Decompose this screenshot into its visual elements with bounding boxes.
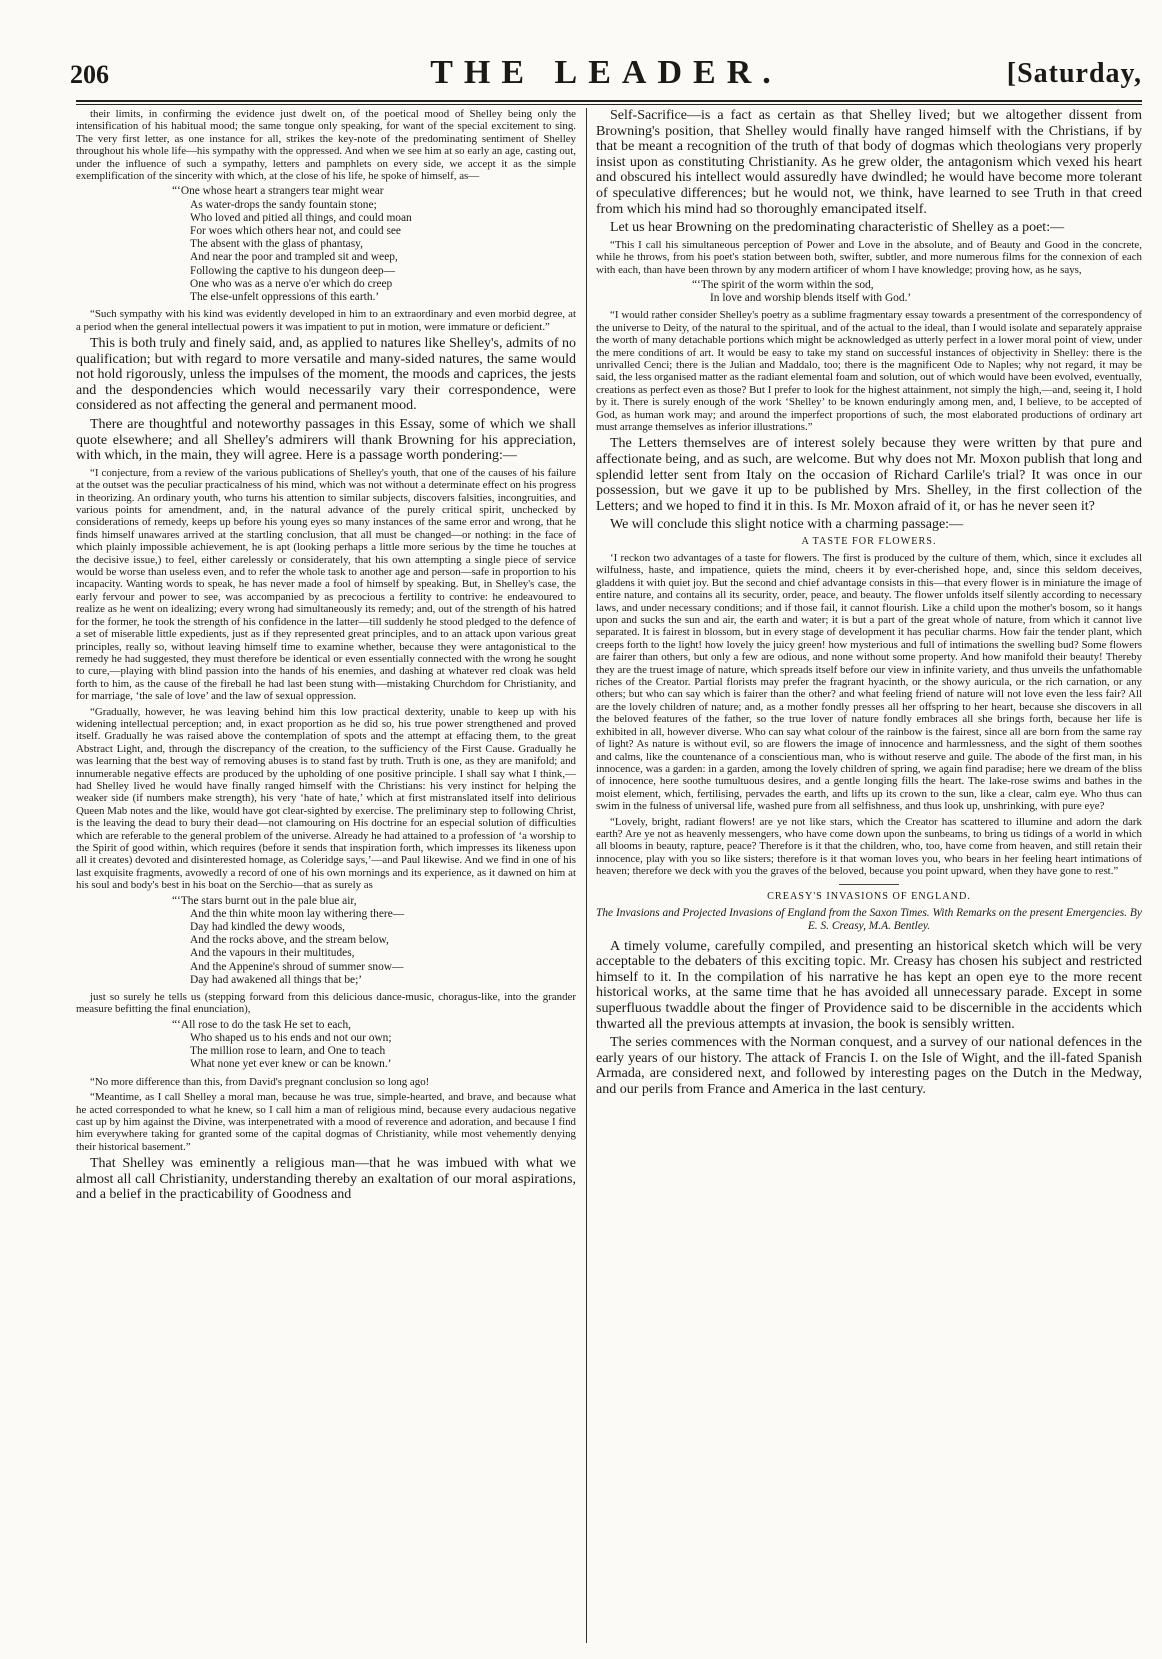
- page-number: 206: [70, 60, 109, 89]
- paragraph: just so surely he tells us (stepping forward from this delicious dance-music, choragus-like, into the grander measure befitting the final enunciation),: [76, 991, 576, 1016]
- verse: [172, 185, 576, 304]
- header-rule-thin: [76, 104, 1142, 105]
- verse-line: “‘All rose to do the task He set to each,: [172, 1018, 352, 1031]
- paragraph: Let us hear Browning on the predominating characteristic of Shelley as a poet:—: [610, 220, 1065, 236]
- verse-line: Who shaped us to his ends and not our own;: [190, 1032, 392, 1045]
- paragraph: This is both truly and finely said, and, as applied to natures like Shelley's, admits of no qualification; but with regard to more versatile and many-sided natures, the same would not hold rigorously, unless the impulses of the moment, the moods and caprices, the jests and the despondencies which would necessarily vary their correspondence, were considered as not affecting the general and permanent mood.: [76, 336, 576, 414]
- verse-line: The million rose to learn, and One to teach: [190, 1045, 386, 1058]
- verse-line: “‘The spirit of the worm within the sod,: [692, 278, 874, 291]
- verse-line: For woes which others hear not, and could see: [190, 225, 401, 238]
- paragraph: A timely volume, carefully compiled, and presenting an historical sketch which will be very acceptable to the debaters of this exciting topic. Mr. Creasy has chosen his subject and restricted himself to it. In the compilation of his narrative he has kept an open eye to the more recent historical works, at the same time that he has avoided all unnecessary parade. Except in some superfluous twaddle about the finger of Providence said to be discernible in the accidents which thwarted all the previous attempts at invasion, the book is sensibly written.: [596, 938, 1142, 1032]
- verse-line: The absent with the glass of phantasy,: [190, 238, 363, 251]
- newspaper-title: THE LEADER.: [430, 54, 782, 91]
- paragraph: “Gradually, however, he was leaving behind him this low practical dexterity, unable to keep up with his widening intellectual perception; and, in exact proportion as he did so, his true power strengthened and proved itself. Gradually he was raised above the contemplation of spots and the attempt at effacing them, to the great Abstract Light, and, through the discrepancy of the creation, to the sufficiency of the First Cause. Gradually he was learning that the best way of removing abuses is to stand fast by truth. Truth is one, as they are manifold; and innumerable negative effects are produced by the upholding of one positive principle. I shall say what I think,—had Shelley lived he would have finally ranged himself with the Christians: his very instinct for helping the weaker side (if numbers make strength), his very ‘hate of hate,’ which at first mistranslated itself into delirious Queen Mab notes and the like, would have got clear-sighted by exercise. The preliminary step to following Christ, is the leaving the dead to bury their dead—not clamouring on His doctrine for an especial solution of difficulties which are referable to the general problem of the universe. Already he had attained to a profession of ‘a worship to the Spirit of good within, which requires (before it sends that inspiration forth, which impresses its likeness upon all it creates) devoted and disinterested homage, as Coleridge says,’—and Paul likewise. And we find in one of his last exquisite fragments, avowedly a record of one of his own mornings and its experience, as it dawned on him at his soul and body's best in his boat on the Serchio—that as surely as: [76, 705, 576, 892]
- paragraph: “Meantime, as I call Shelley a moral man, because he was true, simple-hearted, and brave, and because what he acted corresponded to what he knew, so I call him a man of religious mind, because every audacious negative cast up by him against the Divine, was interpenetrated with a mood of reverence and adoration, and because I find him everywhere taking for granted some of the capital dogmas of Christianity, while most vehemently denying their historical basement.”: [76, 1091, 576, 1153]
- verse-line: “‘The stars burnt out in the pale blue air,: [172, 894, 357, 907]
- verse-line: The else-unfelt oppressions of this earth.’: [190, 291, 380, 304]
- section-rule: [839, 884, 899, 885]
- paragraph: The series commences with the Norman conquest, and a survey of our national defences in the early years of our history. The attack of Francis I. on the Isle of Wight, and the ill-fated Spanish Armada, are considered next, and followed by interesting pages on the Dutch in the Medway, and our perils from France and America in the last century.: [596, 1035, 1142, 1097]
- paragraph: “No more difference than this, from David's pregnant conclusion so long ago!: [90, 1075, 430, 1088]
- paragraph: We will conclude this slight notice with a charming passage:—: [610, 517, 964, 533]
- paragraph: “Such sympathy with his kind was evidently developed in him to an extraordinary and even morbid degree, at a period when the general intellectual powers it was impatient to put in motion, were immature or deficient.”: [76, 308, 576, 333]
- verse-line: Following the captive to his dungeon deep—: [190, 264, 395, 277]
- verse-line: What none yet ever knew or can be known.’: [190, 1058, 392, 1071]
- verse-line: And near the poor and trampled sit and weep,: [190, 251, 398, 264]
- verse: [172, 1019, 576, 1072]
- verse-line: As water-drops the sandy fountain stone;: [190, 198, 377, 211]
- review-heading: CREASY'S INVASIONS OF ENGLAND.: [767, 890, 971, 902]
- paragraph: That Shelley was eminently a religious man—that he was imbued with what we almost all call Christianity, understanding thereby an exaltation of our moral aspirations, and a belief in the practicability of Goodness and: [76, 1156, 576, 1203]
- verse-line: Who loved and pitied all things, and could moan: [190, 211, 412, 224]
- verse-line: And the vapours in their multitudes,: [190, 947, 355, 960]
- verse: [172, 895, 576, 987]
- verse-line: Day had kindled the dewy woods,: [190, 921, 346, 934]
- verse-line: “‘One whose heart a strangers tear might wear: [172, 185, 384, 198]
- left-column: [76, 108, 576, 1648]
- paragraph: “Lovely, bright, radiant flowers! are ye not like stars, which the Creator has scattered to illumine and adorn the dark earth? Are ye not as heavenly messengers, who have come down upon the sunbeams, to bring us tidings of a world in which all blooms in beauty, rapture, peace? Therefore is it that the children, who, too, have come from heaven, and still retain their innocence, play with you so like sisters; therefore is it that woman loves you, who bears in her feeling heart intimations of heaven; therefore we deck with you the graves of the beloved, because you point upward, when they have gone to rest.”: [596, 815, 1142, 878]
- paragraph: “I conjecture, from a review of the various publications of Shelley's youth, that one of the causes of his failure at the outset was the peculiar practicalness of his mind, which was not without a determinate effect on his progress in theorizing. An ordinary youth, who turns his attention to similar subjects, discovers falsities, incongruities, and various points for amendment, and, in the natural advance of the purely critical spirit, unchecked by considerations of remedy, keeps up before his young eyes so many instances of the same error and wrong, that he finds himself unawares arrived at the startling conclusion, that all must be changed—or nothing: in the face of which plainly impossible achievement, he is apt (looking perhaps a little more serious by the time he touches at the decisive issue,) to feel, either carelessly or considerately, that his own attempting a single piece of service would be worse than useless even, and to refer the whole task to another age and person—safe in proportion to his incapacity. Wanting words to speak, he has never made a fool of himself by speaking. But, in Shelley's case, the early fervour and power to see, was accompanied by as precocious a fertility to contrive: he endeavoured to realize as he went on idealizing; every wrong had simultaneously its remedy; and, out of the strength of his hatred for the former, he took the strength of his confidence in the latter—till suddenly he stood pledged to the defence of a set of miserable little expedients, just as if they represented great principles, and to an attack upon various great principles, really so, without leaving himself time to examine whether, because they were antagonistical to the remedy he had suggested, they must therefore be identical or even essentially connected with the wrong he sought to cure,—playing with blind passion into the hands of his enemies, and dashing at whatever red cloak was held forth to him, as the cause of the fireball he had last been stung with—mistaking Churchdom for Christianity, and for marriage, ‘the sale of love’ and the law of sexual oppression.: [76, 466, 576, 703]
- verse-line: Day had awakened all things that be;’: [190, 973, 363, 986]
- paragraph: Self-Sacrifice—is a fact as certain as that Shelley lived; but we altogether dissent from Browning's position, that Shelley would finally have ranged himself with the Christians, if by that be meant a recognition of the truth of that body of dogmas which theologians very properly insist upon as constituting Christianity. As he grew older, the antagonism which vexed his heart and obscured his intellect would assuredly have dwindled; he would have become more tolerant of speculative differences; but he would not, we think, have learned to see Truth in that creed from which his mind had so thoroughly emancipated itself.: [596, 108, 1142, 217]
- paragraph: “This I call his simultaneous perception of Power and Love in the absolute, and of Beauty and Good in the concrete, while he throws, from his poet's station between both, swifter, subtler, and more numerous films for the connexion of each with each, than have been thrown by any modern artificer of whom I have knowledge; proving how, as he says,: [596, 238, 1142, 276]
- verse-line: And the rocks above, and the stream below,: [190, 934, 389, 947]
- verse-line: In love and worship blends itself with God.’: [710, 292, 912, 305]
- paragraph: ‘I reckon two advantages of a taste for flowers. The first is produced by the culture of them, which, since it excludes all wilfulness, haste, and impatience, quiets the mind, cheers it by ever-cherished hope, and, since this seldom deceives, gladdens it with quiet joy. But the second and chief advantage consists in this—that every flower is in miniature the image of entire nature, and contains all its security, order, peace, and beauty. The flower unfolds itself silently according to necessary laws, and under necessary conditions; and if those fail, it cannot flourish. Like a child upon the mother's bosom, so it hangs upon and sucks the sun and air, the earth and water; it is but a part of the great whole of nature, from which it cannot live separated. It is fairest in blossom, but in every stage of development it has peculiar charms. How fair the tender plant, which creeps forth to the light! how lovely the juicy green! how mysterious and full of intimations the swelling bud? Some flowers are fairer than others, but only a few are odious, and none without some property. And how manifold their beauty! Thereby they are the truest image of nature, which spreads itself before our view in infinite variety, and thus unveils the unfathomable riches of the Creator. Partial florists may prefer the fragrant hyacinth, or the showy auricula, or the rich carnation, or any others; but who can say which is fairer than the other? and what feeling friend of nature will not love even the less fair? All are the lovely children of nature; and, as a mother fondly presses all her offspring to her heart, because she discovers in all the beloved features of the father, so the true lover of nature fondly embraces all she brings forth, because her life is exhibited in all, however diverse. Who can say what colour of the rainbow is the fairest, since all are born from the same ray of light? As nature is without evil, so are flowers the image of innocence and harmlessness, and the sight of them soothes and calms, like the countenance of a conscientious man, who is without reserve and guile. The abode of the first man, in his innocence, was a garden: in a garden, among the lovely children of spring, we again find paradise; here we dream of the bliss of innocence, here soothe tumultuous desires, and a gentle longing fills the heart. The lake-rose swims and bathes in the moist element, which, fertilising, pervades the earth, and lifts up its crown to the sun, like a clear, calm eye. Who thus can swim in the fulness of universal life, washed pure from all selfishness, and thus look up, unshrinking, with pure eye?: [596, 552, 1142, 813]
- header-rule: [76, 100, 1142, 102]
- verse: [692, 279, 1142, 305]
- book-citation: The Invasions and Projected Invasions of England from the Saxon Times. With Remarks on the present Emergencies. By E. S. Creasy, M.A. Bentley.: [596, 906, 1142, 932]
- verse-line: And the thin white moon lay withering there—: [190, 907, 405, 920]
- paragraph: The Letters themselves are of interest solely because they were written by that pure and affectionate being, and as such, are welcome. But why does not Mr. Moxon publish that long and splendid letter sent from Italy on the occasion of Richard Carlile's trial? It was once in our possession, but we gave it up to be published by Mrs. Shelley, in the first collection of the Letters; and we hoped to find it in this. Is Mr. Moxon afraid of it, or has he never seen it?: [596, 436, 1142, 514]
- column-divider: [586, 108, 587, 1643]
- paragraph: There are thoughtful and noteworthy passages in this Essay, some of which we shall quote elsewhere; and all Shelley's admirers will thank Browning for his appreciation, with which, in the main, they will agree. Here is a passage worth pondering:—: [76, 417, 576, 464]
- section-heading: A TASTE FOR FLOWERS.: [801, 536, 937, 547]
- issue-day: [Saturday,: [1006, 58, 1142, 89]
- verse-line: One who was as a nerve o'er which do creep: [190, 277, 393, 290]
- right-column: [596, 108, 1142, 1648]
- paragraph: “I would rather consider Shelley's poetry as a sublime fragmentary essay towards a presentment of the correspondency of the universe to Deity, of the natural to the spiritual, and of the actual to the ideal, than I would isolate and separately appraise the worth of many detachable portions which might be acknowledged as utterly perfect in a lower moral point of view, under the mere conditions of art. It would be easy to take my stand on successful instances of objectivity in Shelley: there is the unrivalled Cenci; there is the Julian and Maddalo, too; there is the magnificent Ode to Naples; why not regard, it may be said, the less organised matter as the radiant elemental foam and solution, out of which would have been evolved, eventually, creations as perfect even as those? But I prefer to look for the highest attainment, not simply the high,—and, seeing it, I hold by it. There is surely enough of the work ‘Shelley’ to be known enduringly among men, and, I believe, to be accepted of God, as human work may; and around the imperfect proportions of such, the most elaborated productions of ordinary art must arrange themselves as inferior illustrations.”: [596, 309, 1142, 434]
- verse-line: And the Appenine's shroud of summer snow—: [190, 960, 404, 973]
- masthead: [70, 54, 1142, 98]
- paragraph: their limits, in confirming the evidence just dwelt on, of the poetical mood of Shelley being only the intensification of his habitual mood; the same tongue only speaking, for want of the special excitement to sing. The very first letter, as one instance for all, strikes the key-note of the predominating sentiment of Shelley throughout his whole life—his sympathy with the oppressed. And when we see him at so early an age, casting out, under the influence of such a sympathy, letters and pamphlets on every side, we accept it as the simple exemplification of the sincerity with which, at the close of his life, he spoke of himself, as—: [76, 108, 576, 183]
